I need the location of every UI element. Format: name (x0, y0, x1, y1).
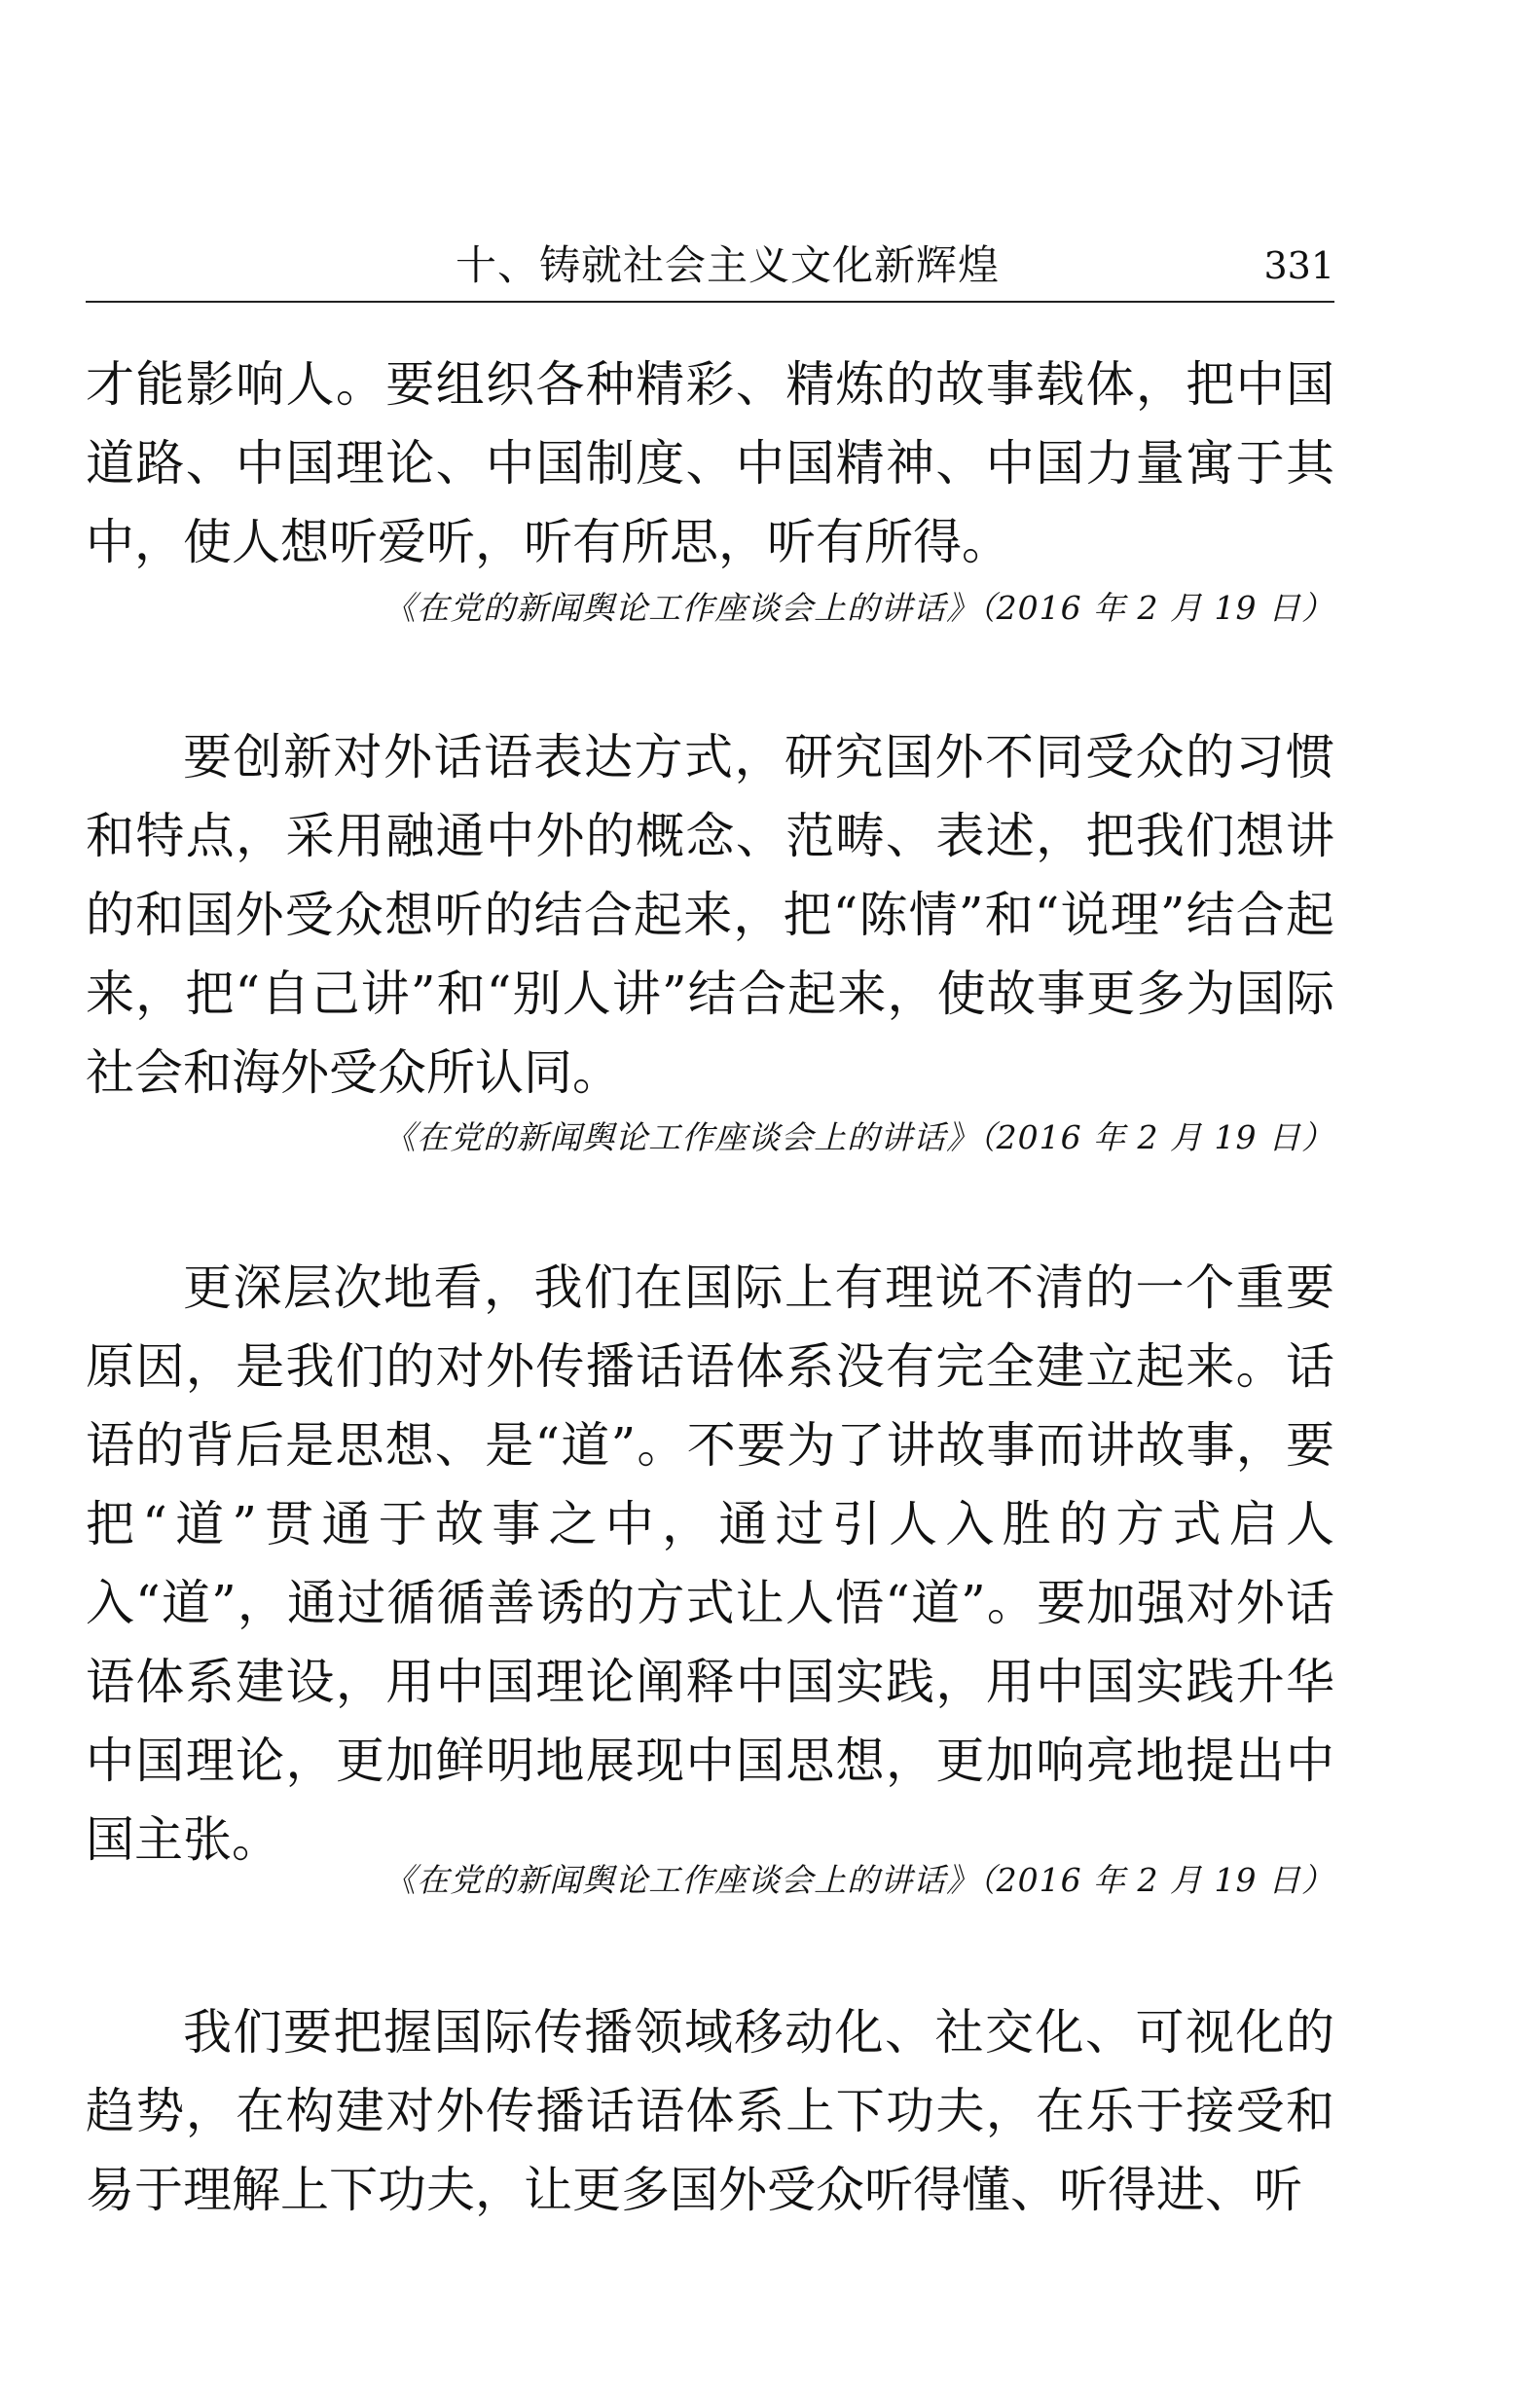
paragraph-text: 我们要把握国际传播领域移动化、社交化、可视化的趋势，在构建对外传播话语体系上下功夫，在乐于接受和易于理解上下功夫，让更多国外受众听得懂、听得进、听 (86, 2004, 1334, 2218)
paragraph-text: 要创新对外话语表达方式，研究国外不同受众的习惯和特点，采用融通中外的概念、范畴、表述，把我们想讲的和国外受众想听的结合起来，把“陈情”和“说理”结合起来，把“自己讲”和“别人讲”结合起来，使故事更多为国际社会和海外受众所认同。 (86, 729, 1334, 1101)
paragraph-2 (86, 718, 1334, 1113)
paragraph-1 (86, 346, 1334, 582)
source-citation-1: 《在党的新闻舆论工作座谈会上的讲话》（2016 年 2 月 19 日） (383, 589, 1334, 627)
source-citation-2: 《在党的新闻舆论工作座谈会上的讲话》（2016 年 2 月 19 日） (383, 1118, 1334, 1156)
running-head (86, 238, 1334, 303)
paragraph-3 (86, 1249, 1334, 1879)
source-citation-3: 《在党的新闻舆论工作座谈会上的讲话》（2016 年 2 月 19 日） (383, 1861, 1334, 1899)
paragraph-text: 更深层次地看，我们在国际上有理说不清的一个重要原因，是我们的对外传播话语体系没有完全建立起来。话语的背后是思想、是“道”。不要为了讲故事而讲故事，要把“道”贯通于故事之中，通过引人入胜的方式启人入“道”，通过循循善诱的方式让人悟“道”。要加强对外话语体系建设，用中国理论阐释中国实践，用中国实践升华中国理论，更加鲜明地展现中国思想，更加响亮地提出中国主张。 (86, 1259, 1334, 1868)
page-number: 331 (1263, 244, 1334, 287)
paragraph-text: 才能影响人。要组织各种精彩、精炼的故事载体，把中国道路、中国理论、中国制度、中国精神、中国力量寓于其中，使人想听爱听，听有所思，听有所得。 (86, 356, 1334, 570)
paragraph-4 (86, 1993, 1334, 2230)
running-title: 十、铸就社会主义文化新辉煌 (456, 241, 1001, 289)
